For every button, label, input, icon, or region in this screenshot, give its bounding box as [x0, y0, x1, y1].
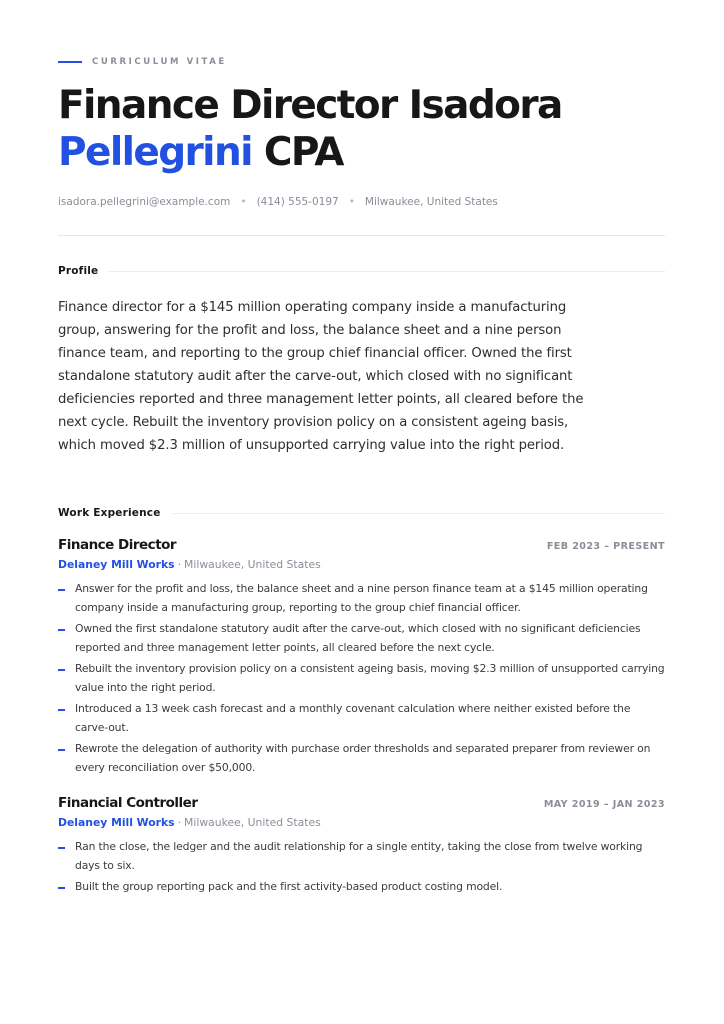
bullet-dash-icon — [58, 709, 65, 711]
job-title: Financial Controller — [58, 795, 198, 811]
job-dot: · — [177, 558, 181, 571]
resume-page — [58, 0, 665, 1024]
bullet-text: Owned the first standalone statutory audit after the carve-out, which closed with no significant deficiencies reported and three management letter points, all cleared before the next cycle. — [75, 622, 641, 654]
name-part-1: Finance Director Isadora — [58, 83, 562, 128]
name-part-2: CPA — [263, 130, 343, 175]
contact-location: Milwaukee, United States — [364, 196, 498, 208]
bullet-text: Ran the close, the ledger and the audit relationship for a single entity, taking the close from twelve working days to six. — [75, 840, 643, 872]
kicker — [58, 57, 227, 67]
bullet-text: Answer for the profit and loss, the balance sheet and a nine person finance team at a $145 million operating company inside a manufacturing group, reporting to the group chief financial officer. — [75, 582, 648, 614]
job-bullet — [58, 620, 665, 657]
profile-section-header — [58, 265, 665, 277]
section-divider — [172, 513, 665, 514]
job-company-line — [58, 816, 665, 829]
bullet-dash-icon — [58, 847, 65, 849]
job-bullet — [58, 580, 665, 617]
job-bullet — [58, 660, 665, 697]
job-location: Milwaukee, United States — [184, 816, 321, 829]
job-company: Delaney Mill Works — [58, 816, 175, 829]
contact-separator: • — [240, 196, 247, 208]
job-company-line — [58, 558, 665, 571]
header-divider — [58, 235, 665, 236]
job-dates: MAY 2019 – JAN 2023 — [543, 799, 665, 810]
job-header — [58, 537, 665, 553]
job-bullet — [58, 740, 665, 777]
bullet-text: Rewrote the delegation of authority with purchase order thresholds and separated preparer from reviewer on every reconciliation over $50,000. — [75, 742, 651, 774]
job-entry — [58, 537, 665, 780]
contact-phone[interactable]: (414) 555-0197 — [256, 196, 339, 208]
contact-email[interactable]: isadora.pellegrini@example.com — [58, 196, 231, 208]
job-bullet — [58, 878, 665, 897]
bullet-dash-icon — [58, 589, 65, 591]
kicker-text: CURRICULUM VITAE — [92, 57, 227, 67]
candidate-name — [58, 82, 678, 176]
bullet-dash-icon — [58, 749, 65, 751]
bullet-dash-icon — [58, 887, 65, 889]
job-header — [58, 795, 665, 811]
job-bullets — [58, 580, 665, 777]
job-bullet — [58, 838, 665, 875]
name-accent: Pellegrini — [58, 130, 252, 175]
bullet-text: Introduced a 13 week cash forecast and a monthly covenant calculation where neither existed before the carve-out. — [75, 702, 631, 734]
bullet-dash-icon — [58, 629, 65, 631]
profile-section-title: Profile — [58, 265, 99, 277]
bullet-text: Rebuilt the inventory provision policy on a consistent ageing basis, moving $2.3 million of unsupported carrying value into the right period. — [75, 662, 665, 694]
job-bullet — [58, 700, 665, 737]
contact-line — [58, 196, 498, 208]
profile-summary: Finance director for a $145 million operating company inside a manufacturing group, answering for the profit and loss, the balance sheet and a nine person finance team, and reporting to the group chief financial officer. Owned the first standalone statutory audit after the carve-out, which closed with no significant deficiencies reported and three management letter points, all cleared before the next cycle. Rebuilt the inventory provision policy on a consistent ageing basis, which moved $2.3 million of unsupported carrying value into the right period. — [58, 300, 584, 453]
bullet-text: Built the group reporting pack and the first activity-based product costing model. — [75, 880, 503, 893]
experience-section-title: Work Experience — [58, 507, 161, 519]
job-entry — [58, 795, 665, 900]
job-dot: · — [177, 816, 181, 829]
bullet-dash-icon — [58, 669, 65, 671]
section-divider — [109, 271, 665, 272]
job-title: Finance Director — [58, 537, 177, 553]
experience-section-header — [58, 507, 665, 519]
job-company: Delaney Mill Works — [58, 558, 175, 571]
job-location: Milwaukee, United States — [184, 558, 321, 571]
contact-separator: • — [348, 196, 355, 208]
kicker-accent-line — [58, 61, 82, 63]
job-dates: FEB 2023 – PRESENT — [546, 541, 665, 552]
job-bullets — [58, 838, 665, 897]
